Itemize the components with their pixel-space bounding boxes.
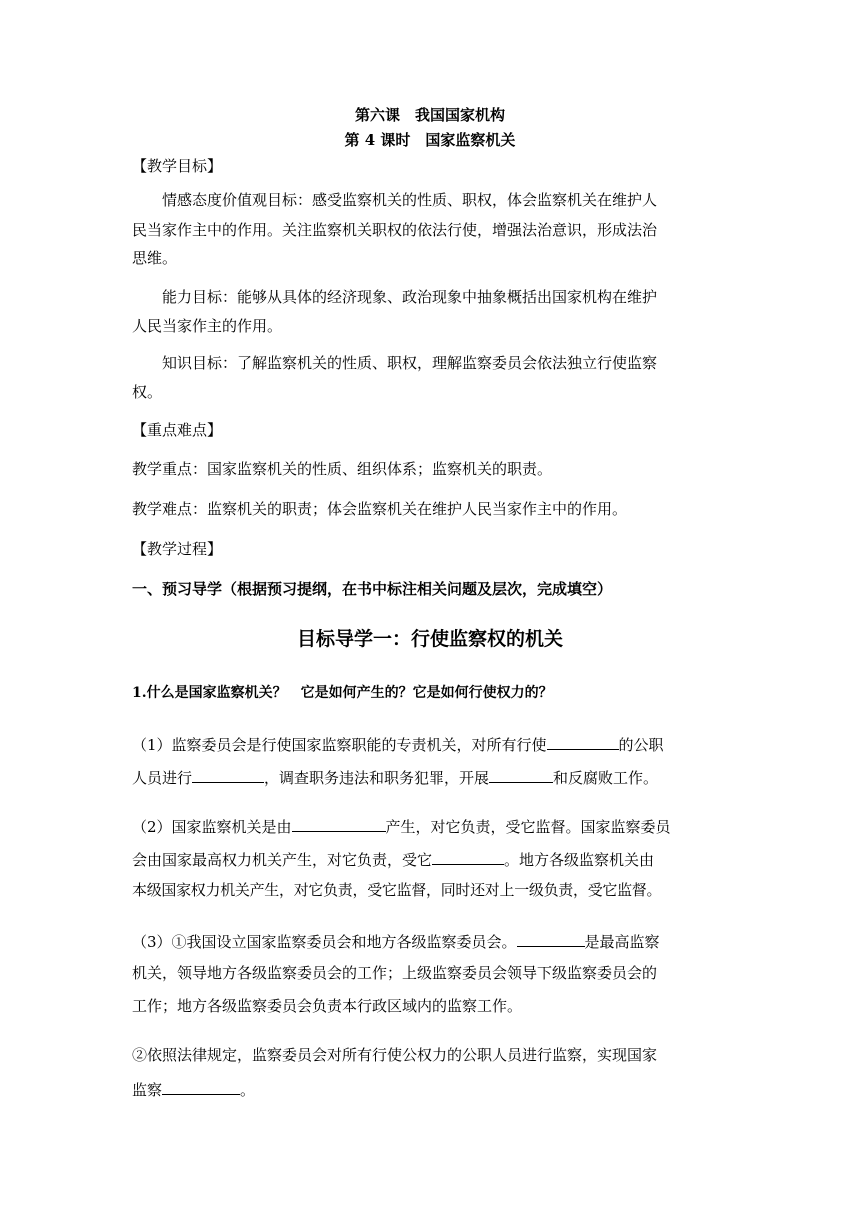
fill-blank[interactable]	[517, 930, 585, 947]
question-1: 1.什么是国家监察机关？ 它是如何产生的？它是如何行使权力的？	[132, 685, 553, 701]
item-3-line-3: 工作；地方各级监察委员会负责本行政区域内的监察工作。	[132, 997, 523, 1015]
fill-blank[interactable]	[292, 815, 386, 832]
item-2-line-1: （2）国家监察机关是由 产生，对它负责，受它监督。国家监察委员	[132, 815, 671, 837]
item-2-line-2: 会由国家最高权力机关产生，对它负责，受它 。地方各级监察机关由	[132, 848, 654, 870]
fill-blank[interactable]	[432, 848, 504, 865]
item-3-line-2: 机关，领导地方各级监察委员会的工作；上级监察委员会领导下级监察委员会的	[132, 964, 658, 982]
fill-blank[interactable]	[489, 766, 553, 783]
fill-blank[interactable]	[162, 1078, 240, 1095]
preview-header: 一、预习导学（根据预习提纲，在书中标注相关问题及层次，完成填空）	[132, 580, 613, 598]
process-header: 【教学过程】	[132, 540, 223, 558]
fill-blank[interactable]	[192, 766, 264, 783]
lesson-title: 第六课 我国国家机构	[354, 106, 505, 124]
goal-ability-line-1: 能力目标：能够从具体的经济现象、政治现象中抽象概括出国家机构在维护	[162, 288, 658, 306]
item-2-line-3: 本级国家权力机关产生，对它负责，受它监督，同时还对上一级负责，受它监督。	[132, 881, 662, 899]
fill-blank[interactable]	[547, 733, 619, 750]
goal-emotion-line-2: 民当家作主中的作用。关注监察机关职权的依法行使，增强法治意识，形成法治	[132, 221, 658, 239]
goal-knowledge-line-2: 权。	[132, 383, 163, 401]
difficult-point-text: 教学难点：监察机关的职责；体会监察机关在维护人民当家作主中的作用。	[132, 500, 628, 518]
goal-ability-line-2: 人民当家作主的作用。	[132, 317, 283, 335]
key-points-header: 【重点难点】	[132, 421, 223, 439]
goal-knowledge-line-1: 知识目标：了解监察机关的性质、职权，理解监察委员会依法独立行使监察	[162, 354, 658, 372]
lesson-subtitle: 第 4 课时 国家监察机关	[344, 131, 516, 149]
item-4-line-2: 监察 。	[132, 1078, 255, 1100]
goal-emotion-line-3: 思维。	[132, 249, 178, 267]
item-1-line-2: 人员进行 ，调查职务违法和职务犯罪，开展 和反腐败工作。	[132, 766, 658, 788]
key-point-text: 教学重点：国家监察机关的性质、组织体系；监察机关的职责。	[132, 460, 553, 478]
item-1-line-1: （1）监察委员会是行使国家监察职能的专责机关，对所有行使 的公职	[132, 733, 664, 755]
target-title: 目标导学一：行使监察权的机关	[296, 628, 563, 650]
item-3-line-1: （3）①我国设立国家监察委员会和地方各级监察委员会。 是最高监察	[132, 930, 660, 952]
goals-header: 【教学目标】	[132, 157, 223, 175]
item-4-line-1: ②依照法律规定，监察委员会对所有行使公权力的公职人员进行监察，实现国家	[132, 1046, 658, 1064]
goal-emotion-line-1: 情感态度价值观目标：感受监察机关的性质、职权，体会监察机关在维护人	[162, 191, 658, 209]
